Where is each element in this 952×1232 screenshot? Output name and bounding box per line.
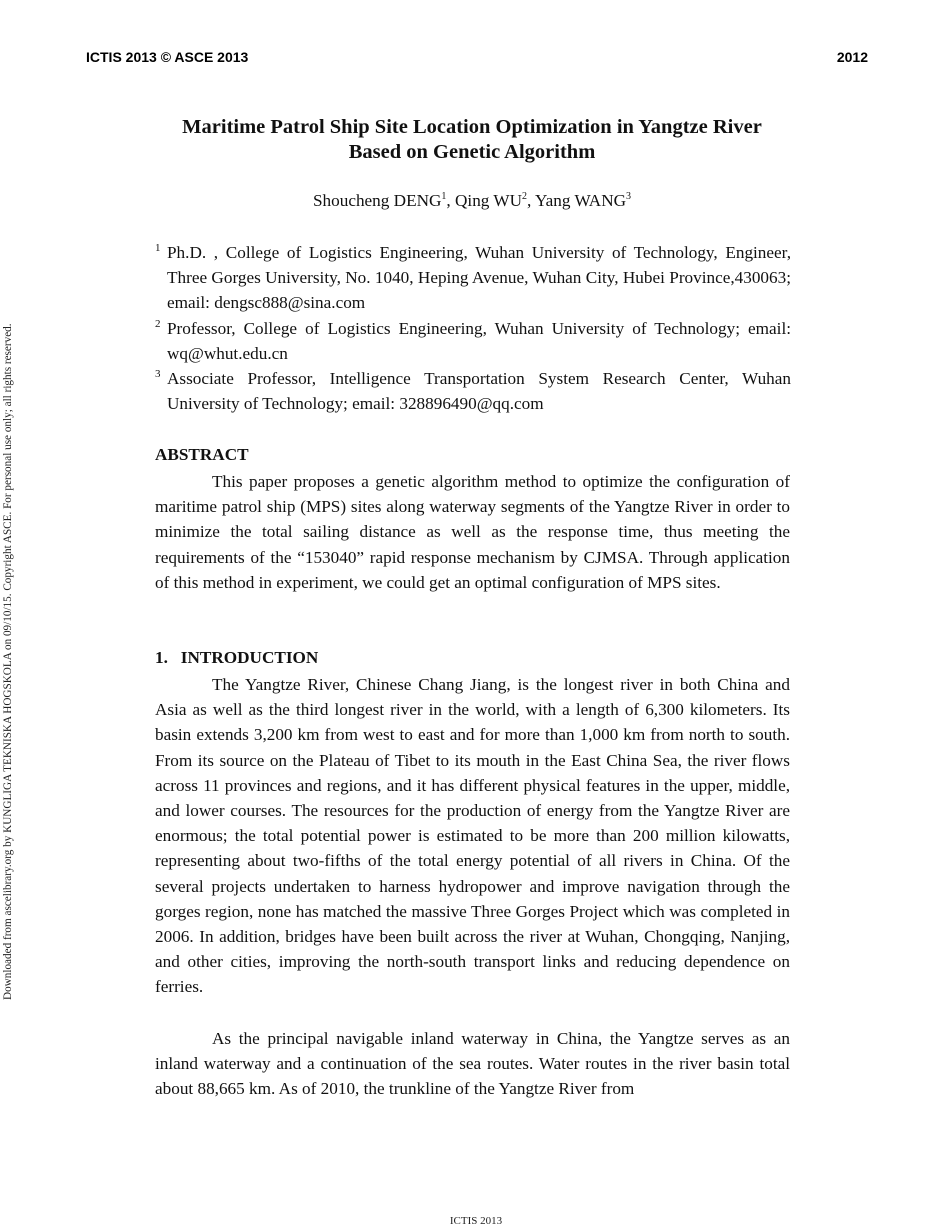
- author-sep: ,: [527, 191, 535, 210]
- author-sup: 2: [522, 191, 527, 202]
- affiliations: [155, 240, 791, 416]
- affiliation-number: 3: [155, 368, 161, 381]
- affiliation-number: 2: [155, 317, 161, 330]
- title-line-2: Based on Genetic Algorithm: [348, 141, 596, 163]
- introduction-paragraph-1: The Yangtze River, Chinese Chang Jiang, is the longest river in both China and Asia as well as the third longest river in the world, with a length of 6,300 kilometers. Its basin extends 3,200 km from west to east and for more than 1,000 km from north to south. From its source on the Plateau of Tibet to its mouth in the East China Sea, the river flows across 11 provinces and regions, and it has different physical features in the upper, middle, and lower courses. The resources for the production of energy from the Yangtze River are enormous; the total potential power is estimated to be more than 200 million kilowatts, representing about two-fifths of the total energy potential of all rivers in China. Of the several projects undertaken to harness hydropower and improve navigation through the gorges region, none has matched the massive Three Gorges Project which was completed in 2006. In addition, bridges have been built across the river at Wuhan, Chongqing, Nanjing, and other cities, improving the north-south transport links and reducing dependence on ferries.: [155, 675, 790, 997]
- author-name: Yang WANG: [534, 191, 627, 210]
- author-name: Qing WU: [455, 191, 522, 210]
- introduction-heading: 1. INTRODUCTION: [155, 648, 319, 667]
- paper-title: [130, 115, 814, 165]
- author-sup: 3: [626, 191, 632, 202]
- author-sup: 1: [441, 191, 447, 202]
- affiliation-2: [155, 316, 791, 366]
- author-name: Shoucheng DENG: [312, 191, 442, 210]
- title-line-1: Maritime Patrol Ship Site Location Optimization in Yangtze River: [182, 116, 762, 138]
- affiliation-number: 1: [155, 242, 161, 254]
- author-sep: ,: [446, 191, 455, 210]
- affiliation-text: Ph.D. , College of Logistics Engineering, Wuhan University of Technology, Engineer, Three Gorges University, No. 1040, Heping Avenue, Wuhan City, Hubei Province,430063; email: dengsc888@sina.com: [167, 243, 791, 313]
- abstract-text: This paper proposes a genetic algorithm method to optimize the configuration of maritime patrol ship (MPS) sites along waterway segments of the Yangtze River in order to minimize the total sailing distance as well as the response time, thus meeting the requirements of the “153040” rapid response mechanism by CJMSA. Through application of this method in experiment, we could get an optimal configuration of MPS sites.: [155, 472, 790, 592]
- abstract-heading: ABSTRACT: [155, 445, 249, 464]
- affiliation-text: Associate Professor, Intelligence Transportation System Research Center, Wuhan University of Technology; email: 328896490@qq.com: [167, 369, 791, 414]
- author-list: [130, 189, 814, 213]
- running-header-left: ICTIS 2013 © ASCE 2013: [86, 49, 249, 65]
- download-notice: Downloaded from ascelibrary.org by KUNGLIGA TEKNISKA HOGSKOLA on 09/10/15. Copyright ASCE. For personal use only; all rights reserved.: [2, 323, 14, 1000]
- introduction-paragraph-2: As the principal navigable inland waterway in China, the Yangtze serves as an inland waterway and a continuation of the sea routes. Water routes in the river basin total about 88,665 km. As of 2010, the trunkline of the Yangtze River from: [155, 1029, 790, 1099]
- affiliation-3: [155, 366, 791, 416]
- affiliation-text: Professor, College of Logistics Engineering, Wuhan University of Technology; email: wq@whut.edu.cn: [167, 318, 791, 363]
- affiliation-1: [155, 240, 791, 316]
- page-number: 2012: [836, 49, 868, 65]
- page-footer: ICTIS 2013: [449, 1215, 503, 1227]
